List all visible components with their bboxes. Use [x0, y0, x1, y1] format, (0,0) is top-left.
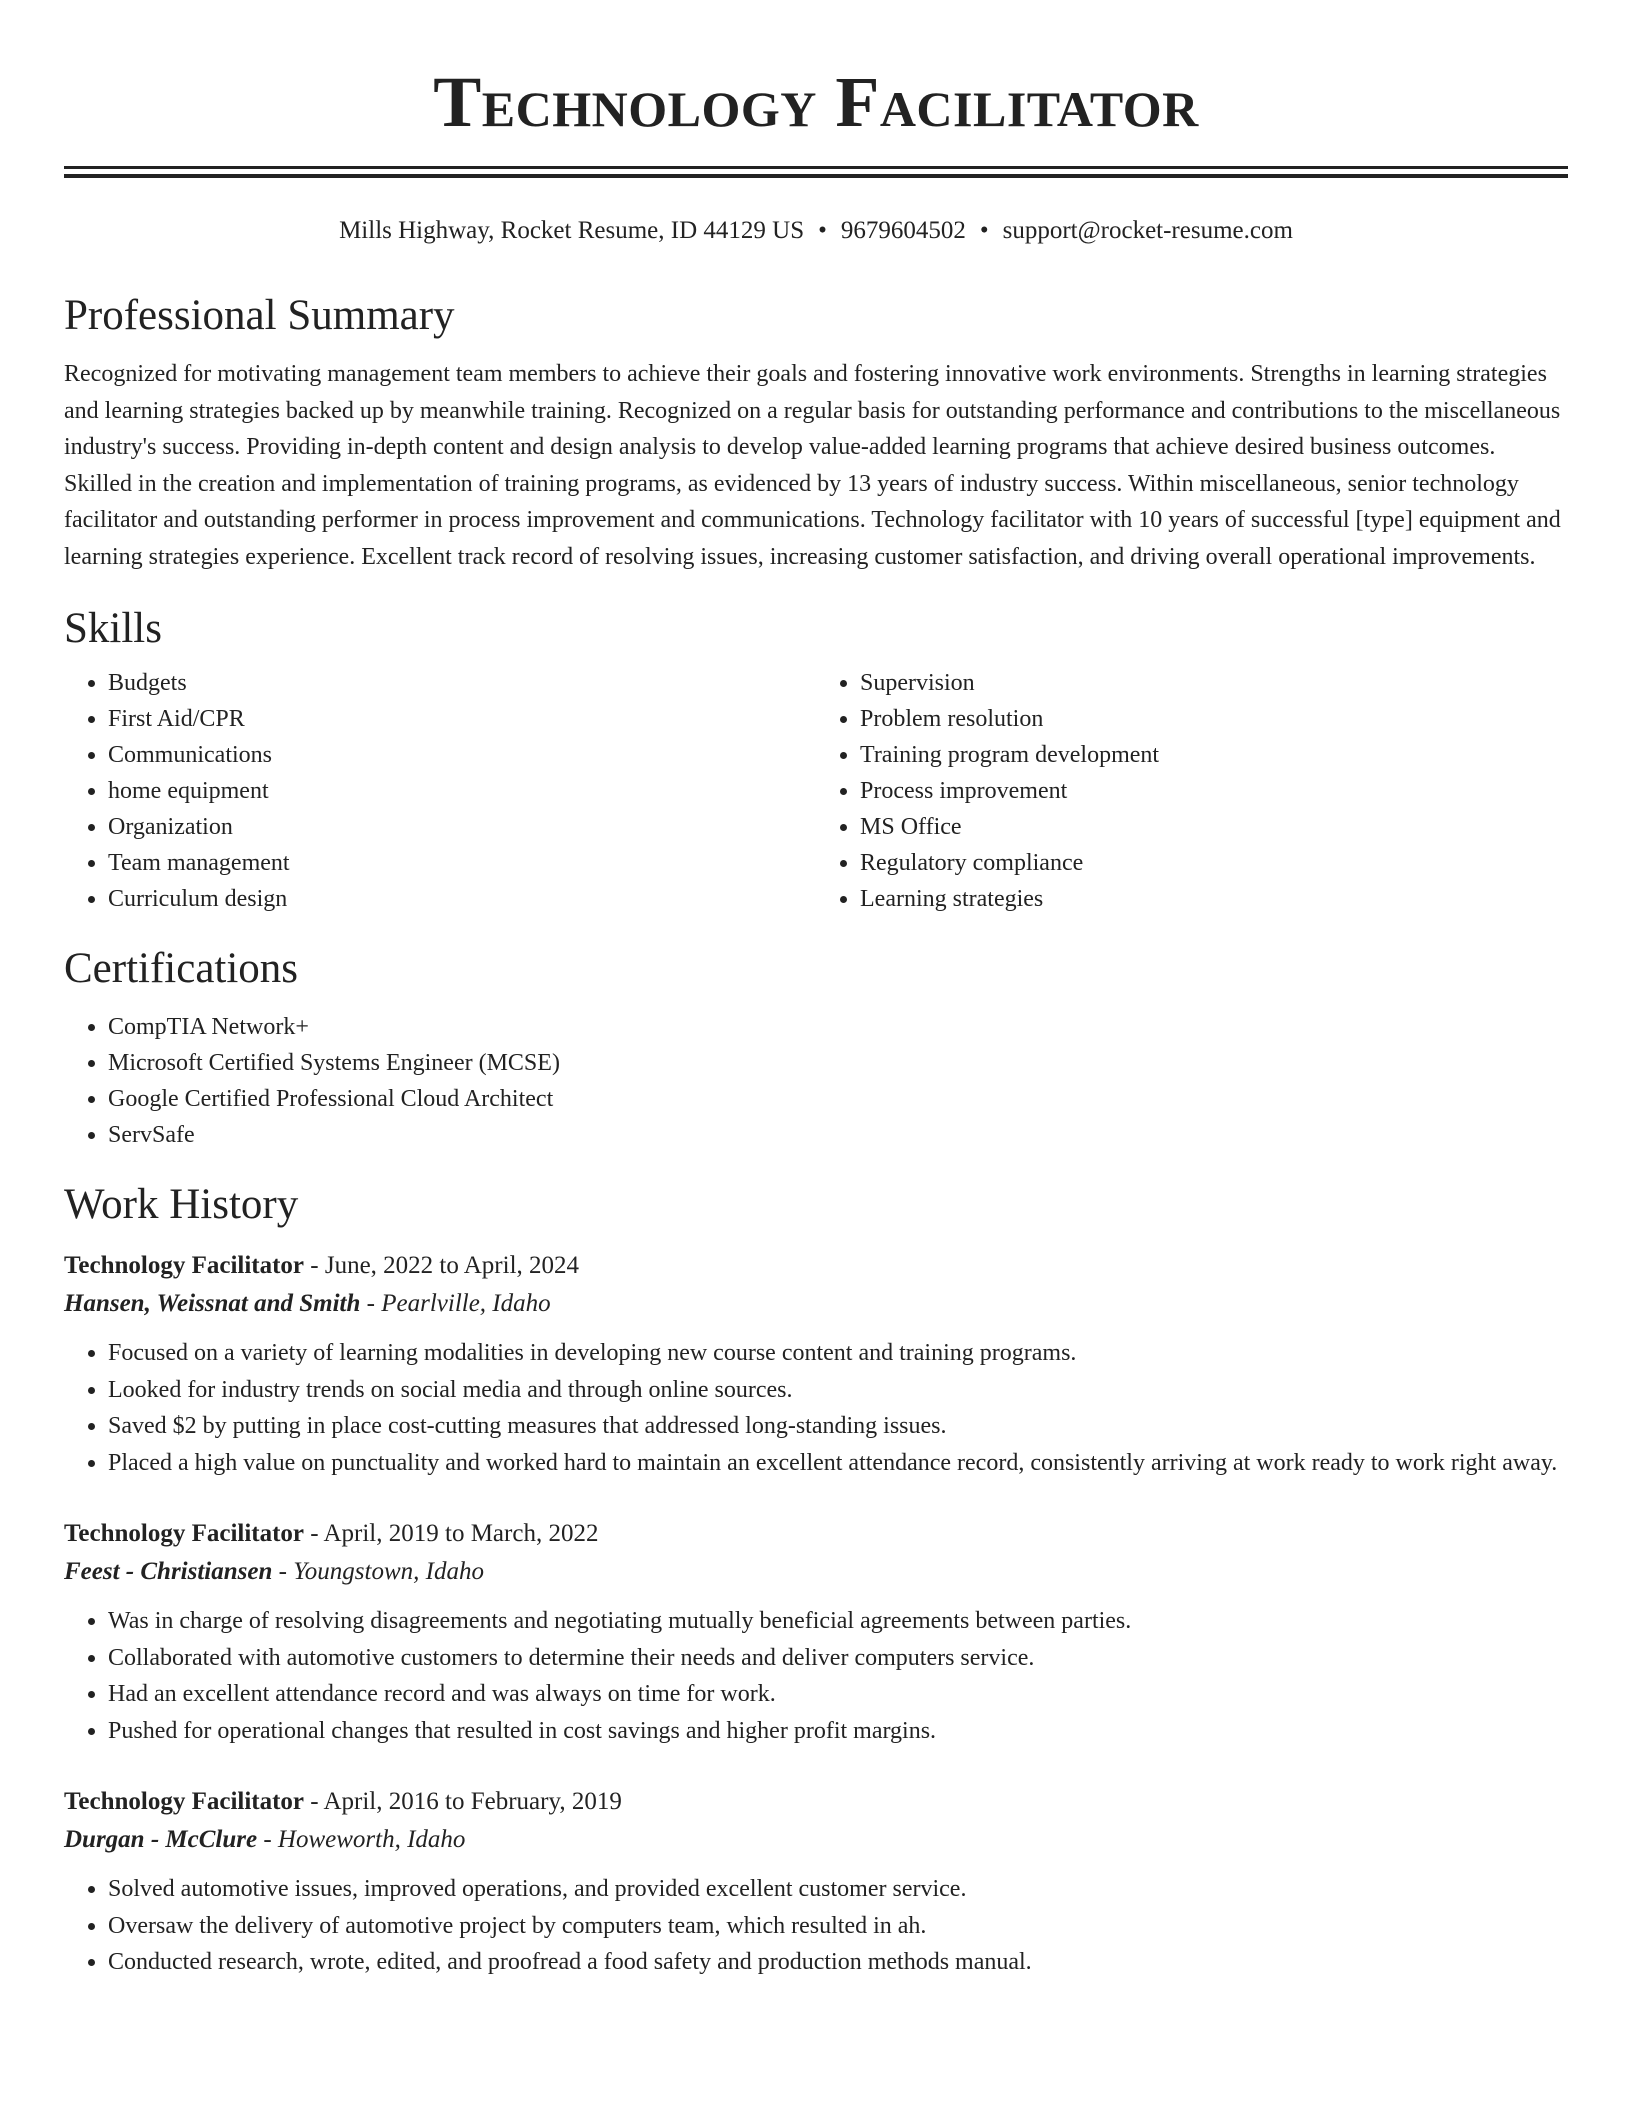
- job-location: - Youngstown, Idaho: [272, 1558, 484, 1585]
- certifications-heading: Certifications: [64, 945, 299, 992]
- job-title-line: [64, 1783, 1568, 1821]
- skills-list-left: [64, 665, 816, 917]
- skills-list-right: [816, 665, 1568, 917]
- skill-item: • Training program development: [860, 737, 1568, 773]
- job-bullet: • Collaborated with automotive customers to determine their needs and deliver computers service.: [108, 1640, 1568, 1677]
- contact-address: Mills Highway, Rocket Resume, ID 44129 US: [339, 217, 805, 244]
- job-company: Feest - Christiansen: [64, 1558, 273, 1585]
- job-title: Technology Facilitator: [64, 1788, 305, 1815]
- job-bullet: • Solved automotive issues, improved operations, and provided excellent customer service.: [108, 1871, 1568, 1908]
- job-bullet: • Saved $2 by putting in place cost-cutting measures that addressed long-standing issues.: [108, 1408, 1568, 1445]
- skill-item: • home equipment: [108, 773, 816, 809]
- skills-heading: Skills: [64, 605, 162, 652]
- job-company-line: [64, 1285, 1568, 1323]
- resume-page: [64, 0, 1568, 1981]
- job-entry: [64, 1247, 1568, 1481]
- skill-item: • Budgets: [108, 665, 816, 701]
- skill-item: • First Aid/CPR: [108, 701, 816, 737]
- job-bullet: • Pushed for operational changes that resulted in cost savings and higher profit margins.: [108, 1713, 1568, 1750]
- job-company: Hansen, Weissnat and Smith: [64, 1290, 361, 1317]
- job-bullets: [64, 1335, 1568, 1481]
- job-bullet: • Looked for industry trends on social media and through online sources.: [108, 1372, 1568, 1409]
- job-title-line: [64, 1247, 1568, 1285]
- certification-item: • Google Certified Professional Cloud Architect: [108, 1081, 1568, 1117]
- job-title: Technology Facilitator: [64, 1252, 305, 1279]
- skill-item: • Regulatory compliance: [860, 845, 1568, 881]
- contact-separator: •: [818, 217, 827, 244]
- skill-item: • Process improvement: [860, 773, 1568, 809]
- contact-line: [64, 214, 1568, 248]
- job-bullets: [64, 1871, 1568, 1981]
- job-company: Durgan - McClure: [64, 1826, 258, 1853]
- job-bullet: • Conducted research, wrote, edited, and proofread a food safety and production methods manual.: [108, 1944, 1568, 1981]
- skill-item: • Curriculum design: [108, 881, 816, 917]
- contact-phone: 9679604502: [840, 217, 966, 244]
- skill-item: • Team management: [108, 845, 816, 881]
- certification-item: • CompTIA Network+: [108, 1009, 1568, 1045]
- job-bullet: • Focused on a variety of learning modalities in developing new course content and training programs.: [108, 1335, 1568, 1372]
- job-bullet: • Had an excellent attendance record and was always on time for work.: [108, 1676, 1568, 1713]
- skill-item: • Learning strategies: [860, 881, 1568, 917]
- job-dates: - June, 2022 to April, 2024: [304, 1252, 580, 1279]
- skill-item: • Problem resolution: [860, 701, 1568, 737]
- job-location: - Pearlville, Idaho: [360, 1290, 551, 1317]
- title-divider: [64, 166, 1568, 178]
- job-location: - Howeworth, Idaho: [257, 1826, 466, 1853]
- job-dates: - April, 2016 to February, 2019: [304, 1788, 622, 1815]
- job-bullet: • Was in charge of resolving disagreements and negotiating mutually beneficial agreements between parties.: [108, 1603, 1568, 1640]
- certification-item: • ServSafe: [108, 1117, 1568, 1153]
- certifications-list: [64, 1009, 1568, 1153]
- job-dates: - April, 2019 to March, 2022: [304, 1520, 599, 1547]
- summary-text: Recognized for motivating management team members to achieve their goals and fostering innovative work environments. Strengths in learning strategies and learning strategies backed up by meanwhile training. Recognized on a regular basis for outstanding performance and contributions to the miscellaneous industry's success. Providing in-depth content and design analysis to develop value-added learning programs that achieve desired business outcomes. Skilled in the creation and implementation of training programs, as evidenced by 13 years of industry success. Within miscellaneous, senior technology facilitator and outstanding performer in process improvement and communications. Technology facilitator with 10 years of successful [type] equipment and learning strategies experience. Excellent track record of resolving issues, increasing customer satisfaction, and driving overall operational improvements.: [64, 361, 1561, 570]
- contact-email: support@rocket-resume.com: [1002, 217, 1293, 244]
- skill-item: • MS Office: [860, 809, 1568, 845]
- job-bullets: [64, 1603, 1568, 1749]
- job-company-line: [64, 1821, 1568, 1859]
- skill-item: • Organization: [108, 809, 816, 845]
- job-title: Technology Facilitator: [64, 1520, 305, 1547]
- skills-columns: [64, 665, 1568, 917]
- certification-item: • Microsoft Certified Systems Engineer (MCSE): [108, 1045, 1568, 1081]
- job-entry: [64, 1783, 1568, 1981]
- skill-item: • Supervision: [860, 665, 1568, 701]
- contact-separator: •: [979, 217, 989, 244]
- job-bullet: • Oversaw the delivery of automotive project by computers team, which resulted in ah.: [108, 1908, 1568, 1945]
- summary-heading: Professional Summary: [64, 292, 455, 339]
- resume-title: Technology Facilitator: [433, 62, 1199, 142]
- job-company-line: [64, 1553, 1568, 1591]
- job-title-line: [64, 1515, 1568, 1553]
- job-bullet: • Placed a high value on punctuality and worked hard to maintain an excellent attendance record, consistently arriving at work ready to work right away.: [108, 1445, 1568, 1482]
- skill-item: • Communications: [108, 737, 816, 773]
- job-entry: [64, 1515, 1568, 1749]
- work-history-heading: Work History: [64, 1181, 299, 1228]
